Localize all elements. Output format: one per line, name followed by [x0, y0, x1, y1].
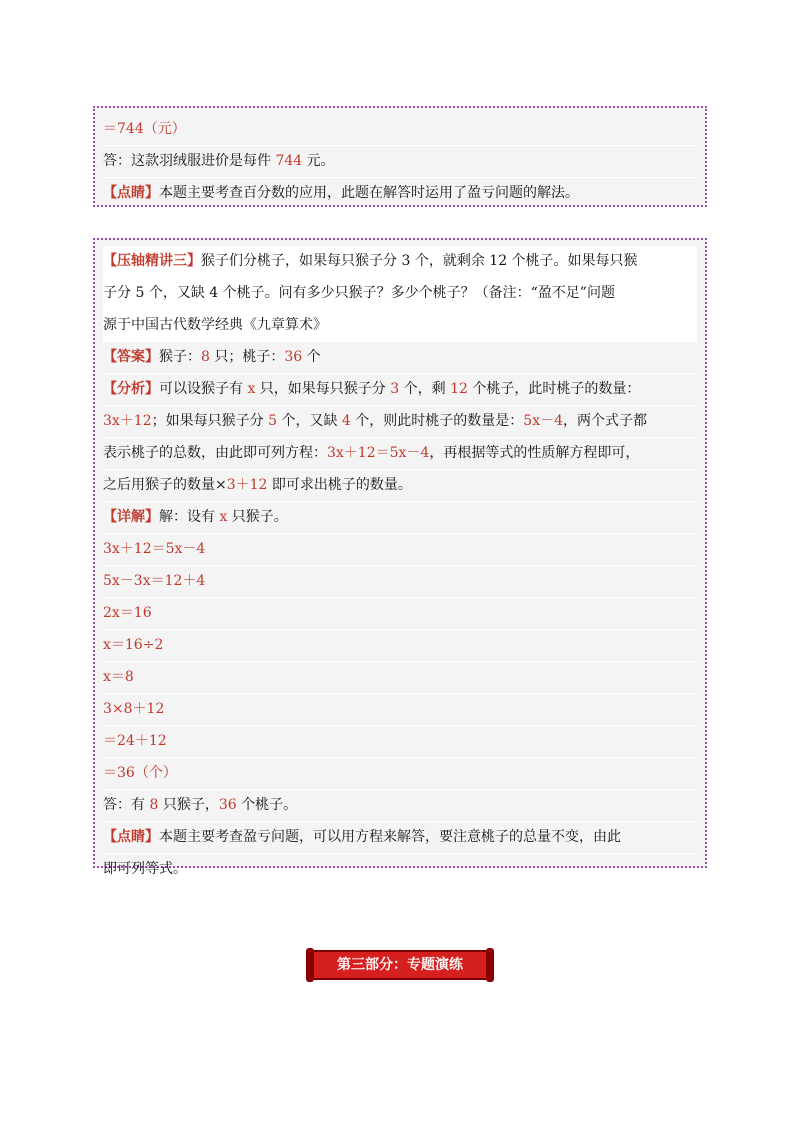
equation-step: 3×8＋12: [103, 694, 697, 726]
equation-step: 2x＝16: [103, 598, 697, 630]
equation-step: ＝36（个）: [103, 758, 697, 790]
question-line-1: 【压轴精讲三】猴子们分桃子，如果每只猴子分 3 个，就剩余 12 个桃子。如果每只猴: [103, 246, 697, 278]
analysis-line-2: 3x＋12；如果每只猴子分 5 个，又缺 4 个，则此时桃子的数量是：5x－4，两个式子都: [103, 406, 697, 438]
equation-step: 3x＋12＝5x－4: [103, 534, 697, 566]
equation-step: 5x－3x＝12＋4: [103, 566, 697, 598]
solution-box-previous: [93, 106, 707, 207]
dianjing-line-2: 即可列等式。: [103, 854, 697, 886]
section-banner-label: 第三部分：专题演练: [314, 950, 486, 980]
equation-step: ＝24＋12: [103, 726, 697, 758]
analysis-line-1: 【分析】可以设猴子有 x 只，如果每只猴子分 3 个，剩 12 个桃子，此时桃子的数量：: [103, 374, 697, 406]
equation-step: x＝16÷2: [103, 630, 697, 662]
scroll-rod-left: [306, 948, 314, 982]
scroll-rod-right: [486, 948, 494, 982]
question-line-2: 子分 5 个，又缺 4 个桃子。问有多少只猴子？多少个桃子？（备注：“盈不足”问题: [103, 278, 697, 310]
detail-line: 【详解】解：设有 x 只猴子。: [103, 502, 697, 534]
line-dianjing: 【点睛】本题主要考查百分数的应用，此题在解答时运用了盈亏问题的解法。: [103, 178, 697, 210]
dianjing-line-1: 【点睛】本题主要考查盈亏问题，可以用方程来解答，要注意桃子的总量不变，由此: [103, 822, 697, 854]
line-answer: 答：这款羽绒服进价是每件 744 元。: [103, 146, 697, 178]
solution-box-yazhou-3: [93, 238, 707, 877]
answer-line: 【答案】猴子：8 只；桃子：36 个: [103, 342, 697, 374]
section-banner: [304, 948, 496, 982]
analysis-line-4: 之后用猴子的数量×3＋12 即可求出桃子的数量。: [103, 470, 697, 502]
question-line-3: 源于中国古代数学经典《九章算术》: [103, 310, 697, 342]
equation-step: x＝8: [103, 662, 697, 694]
final-answer-line: 答：有 8 只猴子，36 个桃子。: [103, 790, 697, 822]
analysis-line-3: 表示桃子的总数，由此即可列方程：3x＋12＝5x－4，再根据等式的性质解方程即可，: [103, 438, 697, 470]
line-result: ＝744（元）: [103, 114, 697, 146]
